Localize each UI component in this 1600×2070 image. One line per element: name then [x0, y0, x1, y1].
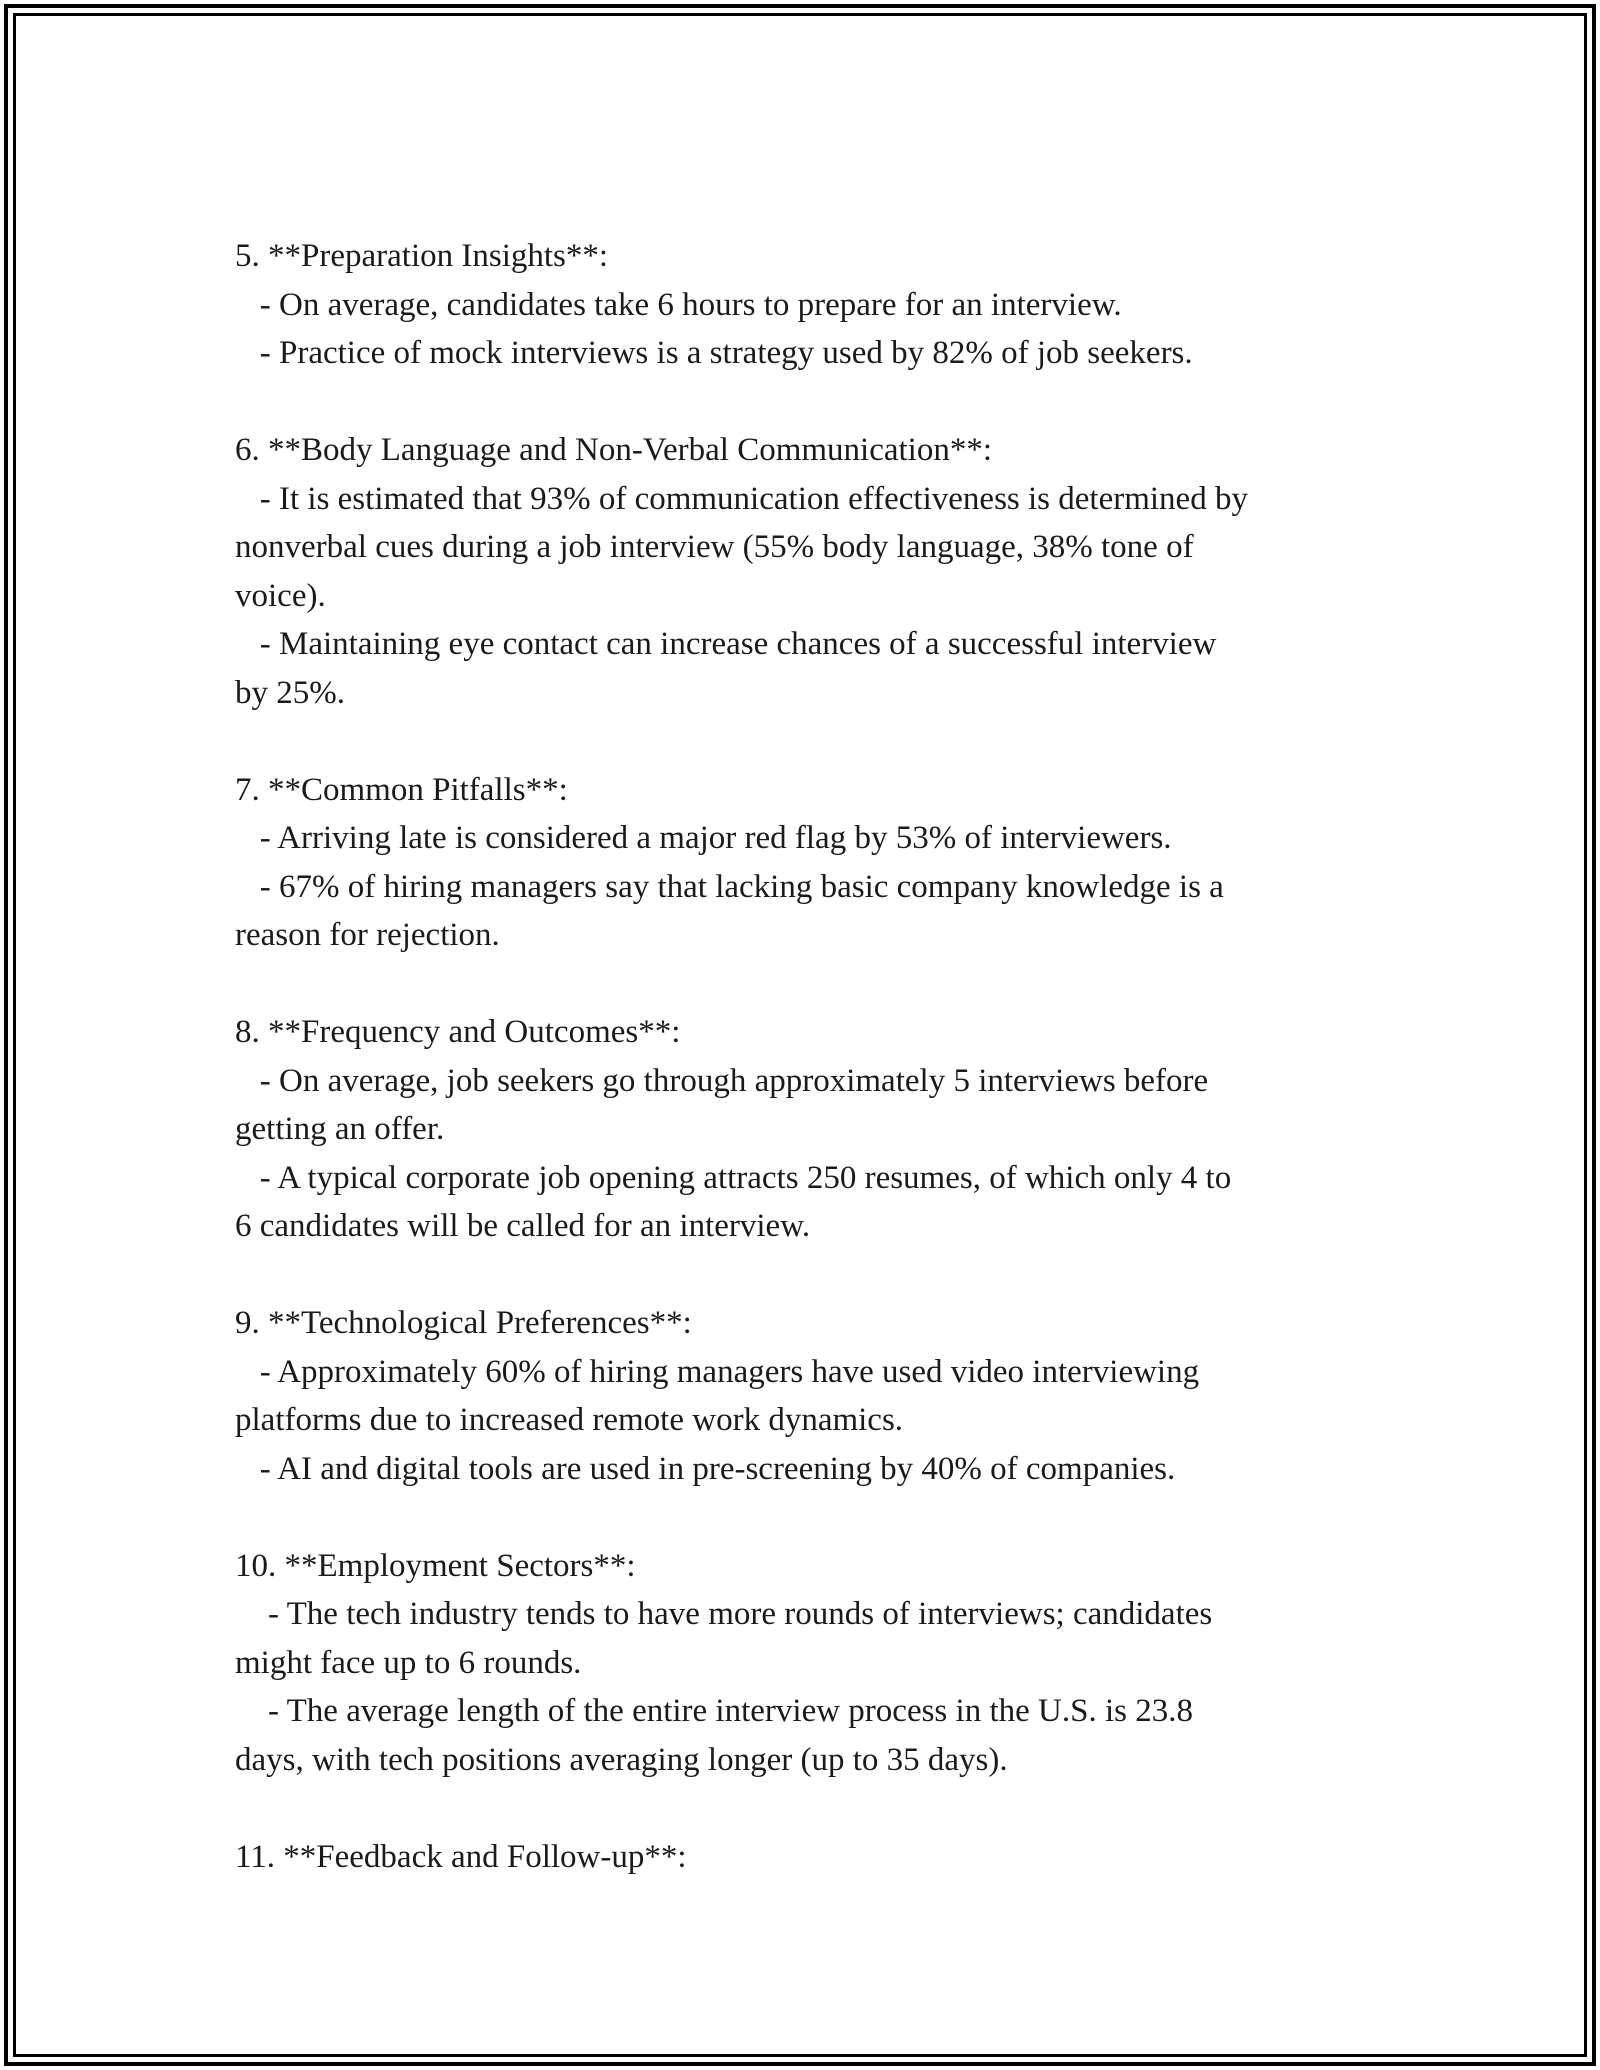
bullet-line: 6 candidates will be called for an interview.: [235, 1208, 811, 1244]
section-heading: 9. **Technological Preferences**:: [235, 1305, 692, 1341]
bullet-line: - On average, job seekers go through approximately 5 interviews before: [235, 1062, 1209, 1099]
bullet-line: voice).: [235, 577, 326, 614]
bullet-line: - On average, candidates take 6 hours to prepare for an interview.: [235, 286, 1122, 323]
section-heading: 8. **Frequency and Outcomes**:: [235, 1014, 681, 1050]
section-common-pitfalls: [235, 766, 1375, 960]
bullet-line: - Practice of mock interviews is a strategy used by 82% of job seekers.: [235, 335, 1193, 371]
section-technological-preferences: [235, 1299, 1375, 1493]
bullet-line: - Approximately 60% of hiring managers have used video interviewing: [235, 1353, 1200, 1390]
bullet-line: - Arriving late is considered a major red flag by 53% of interviewers.: [235, 820, 1172, 856]
bullet-line: getting an offer.: [235, 1111, 445, 1147]
bullet-line: nonverbal cues during a job interview (55% body language, 38% tone of: [235, 529, 1194, 565]
document-body: [235, 232, 1375, 1881]
bullet-line: - It is estimated that 93% of communication effectiveness is determined by: [235, 480, 1248, 517]
section-preparation-insights: [235, 232, 1375, 378]
section-heading: 7. **Common Pitfalls**:: [235, 771, 568, 808]
paragraph-gap: [235, 1784, 1375, 1833]
section-heading: 5. **Preparation Insights**:: [235, 238, 609, 274]
bullet-line: - 67% of hiring managers say that lacking basic company knowledge is a: [235, 868, 1224, 905]
paragraph-gap: [235, 1493, 1375, 1542]
bullet-line: days, with tech positions averaging longer (up to 35 days).: [235, 1741, 1008, 1778]
section-body-language: [235, 426, 1375, 717]
bullet-line: might face up to 6 rounds.: [235, 1644, 582, 1681]
bullet-line: by 25%.: [235, 674, 345, 711]
section-frequency-outcomes: [235, 1008, 1375, 1251]
section-heading: 10. **Employment Sectors**:: [235, 1547, 636, 1584]
bullet-line: - Maintaining eye contact can increase chances of a successful interview: [235, 626, 1217, 662]
bullet-line: platforms due to increased remote work dynamics.: [235, 1402, 904, 1438]
paragraph-gap: [235, 378, 1375, 427]
bullet-line: - The tech industry tends to have more rounds of interviews; candidates: [235, 1596, 1213, 1632]
paragraph-gap: [235, 1251, 1375, 1300]
bullet-line: - A typical corporate job opening attracts 250 resumes, of which only 4 to: [235, 1159, 1232, 1196]
section-heading: 11. **Feedback and Follow-up**:: [235, 1838, 687, 1875]
bullet-line: - AI and digital tools are used in pre-screening by 40% of companies.: [235, 1450, 1176, 1487]
section-feedback-follow-up: [235, 1833, 1375, 1882]
section-employment-sectors: [235, 1542, 1375, 1785]
paragraph-gap: [235, 960, 1375, 1009]
paragraph-gap: [235, 717, 1375, 766]
section-heading: 6. **Body Language and Non-Verbal Communication**:: [235, 432, 993, 468]
bullet-line: - The average length of the entire interview process in the U.S. is 23.8: [235, 1693, 1193, 1729]
bullet-line: reason for rejection.: [235, 917, 500, 953]
